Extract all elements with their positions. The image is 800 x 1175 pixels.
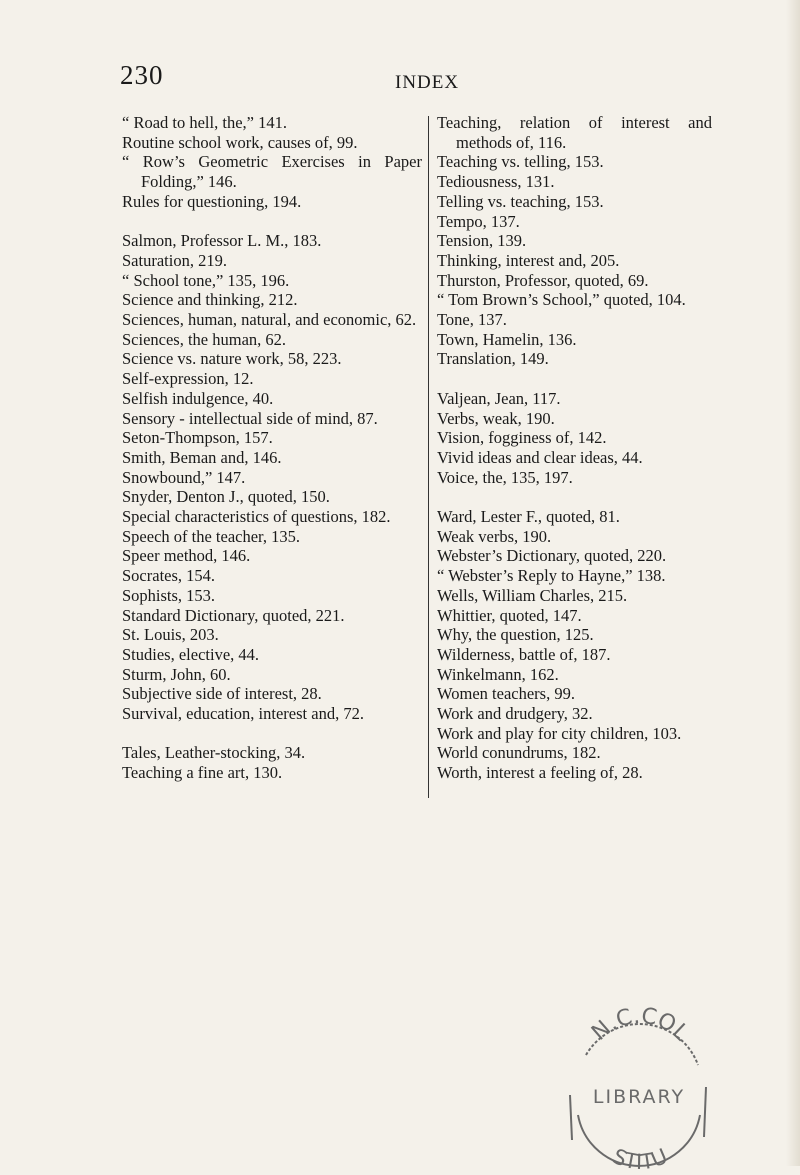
index-entry: Verbs, weak, 190. bbox=[437, 408, 555, 428]
index-column-right bbox=[437, 113, 712, 783]
index-entry: Tension, 139. bbox=[437, 231, 527, 251]
index-entry: Women teachers, 99. bbox=[437, 684, 575, 704]
index-entry: Teaching, relation of interest and methods of, 116. bbox=[437, 113, 712, 152]
index-entry: Self-expression, 12. bbox=[122, 369, 254, 389]
index-entry: Town, Hamelin, 136. bbox=[437, 329, 577, 349]
column-divider bbox=[428, 116, 429, 798]
index-entry: Work and play for city children, 103. bbox=[437, 723, 682, 743]
index-entry: Rules for questioning, 194. bbox=[122, 191, 302, 211]
stamp-bottom-text: STITU bbox=[608, 1144, 672, 1175]
index-entry: Sturm, John, 60. bbox=[122, 664, 231, 684]
index-entry: Work and drudgery, 32. bbox=[437, 704, 593, 724]
index-entry: Science vs. nature work, 58, 223. bbox=[122, 349, 342, 369]
index-entry: Tediousness, 131. bbox=[437, 172, 555, 192]
index-entry: Teaching a fine art, 130. bbox=[122, 763, 283, 783]
index-entry: “ Webster’s Reply to Hayne,” 138. bbox=[437, 566, 666, 586]
page-edge-shadow bbox=[786, 0, 800, 1166]
stamp-middle-text: LIBRARY bbox=[592, 1086, 686, 1108]
index-entry: Why, the question, 125. bbox=[437, 625, 594, 645]
page-title: INDEX bbox=[395, 72, 460, 93]
index-entry: Socrates, 154. bbox=[122, 566, 216, 586]
index-entry: Valjean, Jean, 117. bbox=[437, 388, 561, 408]
index-column-left bbox=[122, 113, 422, 783]
index-entry: Speer method, 146. bbox=[122, 546, 251, 566]
index-entry: Snowbound,” 147. bbox=[122, 467, 246, 487]
index-entry: Subjective side of interest, 28. bbox=[122, 684, 322, 704]
index-entry: Webster’s Dictionary, quoted, 220. bbox=[437, 546, 667, 566]
index-entry: Teaching vs. telling, 153. bbox=[437, 152, 604, 172]
index-entry: Studies, elective, 44. bbox=[122, 644, 260, 664]
index-entry: Vision, fogginess of, 142. bbox=[437, 428, 607, 448]
index-entry: Tempo, 137. bbox=[437, 211, 520, 231]
index-entry: Sophists, 153. bbox=[122, 585, 216, 605]
index-entry: “ Road to hell, the,” 141. bbox=[122, 113, 287, 132]
index-entry: “ Row’s Geometric Exercises in Paper Folding,” 146. bbox=[122, 152, 422, 192]
index-entry: Weak verbs, 190. bbox=[437, 526, 552, 546]
index-entry: Routine school work, causes of, 99. bbox=[122, 132, 358, 152]
index-entry: Thinking, interest and, 205. bbox=[437, 250, 620, 270]
index-entry: Science and thinking, 212. bbox=[122, 290, 298, 310]
index-entry: Wilderness, battle of, 187. bbox=[437, 644, 611, 664]
index-entry: Worth, interest a feeling of, 28. bbox=[437, 763, 643, 783]
index-entry: World conundrums, 182. bbox=[437, 743, 601, 763]
index-entry: Voice, the, 135, 197. bbox=[437, 467, 573, 487]
index-entry: Standard Dictionary, quoted, 221. bbox=[122, 605, 345, 625]
index-entry: Translation, 149. bbox=[437, 349, 549, 369]
index-entry: Snyder, Denton J., quoted, 150. bbox=[122, 487, 330, 507]
index-entry: Survival, education, interest and, 72. bbox=[122, 704, 364, 724]
index-entry: “ Tom Brown’s School,” quoted, 104. bbox=[437, 290, 686, 310]
index-entry: Winkelmann, 162. bbox=[437, 664, 559, 684]
index-entry: Tales, Leather-stocking, 34. bbox=[122, 743, 306, 763]
index-entry: Vivid ideas and clear ideas, 44. bbox=[437, 447, 643, 467]
page-number: 230 bbox=[120, 60, 164, 90]
index-entry: Ward, Lester F., quoted, 81. bbox=[437, 507, 620, 527]
index-entry: Tone, 137. bbox=[437, 310, 507, 330]
index-entry: Salmon, Professor L. M., 183. bbox=[122, 231, 322, 251]
index-entry: Smith, Beman and, 146. bbox=[122, 447, 282, 467]
index-entry: Selfish indulgence, 40. bbox=[122, 388, 274, 408]
index-entry: Sciences, human, natural, and economic, 62. bbox=[122, 310, 417, 330]
index-entry: Thurston, Professor, quoted, 69. bbox=[437, 270, 649, 290]
index-entry: Sensory - intellectual side of mind, 87. bbox=[122, 408, 378, 428]
index-entry: “ School tone,” 135, 196. bbox=[122, 270, 290, 290]
index-entry: Whittier, quoted, 147. bbox=[437, 605, 582, 625]
index-entry: St. Louis, 203. bbox=[122, 625, 219, 645]
svg-text:N.C.COL bbox=[587, 1004, 694, 1047]
index-entry: Wells, William Charles, 215. bbox=[437, 585, 628, 605]
index-entry: Special characteristics of questions, 182. bbox=[122, 507, 391, 527]
stamp-top-text: N.C.COL bbox=[587, 1003, 694, 1046]
index-entry: Seton-Thompson, 157. bbox=[122, 428, 273, 448]
index-entry: Saturation, 219. bbox=[122, 250, 227, 270]
index-entry: Speech of the teacher, 135. bbox=[122, 526, 301, 546]
svg-text:STITU bbox=[609, 1144, 671, 1174]
index-entry: Telling vs. teaching, 153. bbox=[437, 191, 604, 211]
library-stamp bbox=[548, 995, 728, 1175]
index-entry: Sciences, the human, 62. bbox=[122, 329, 287, 349]
